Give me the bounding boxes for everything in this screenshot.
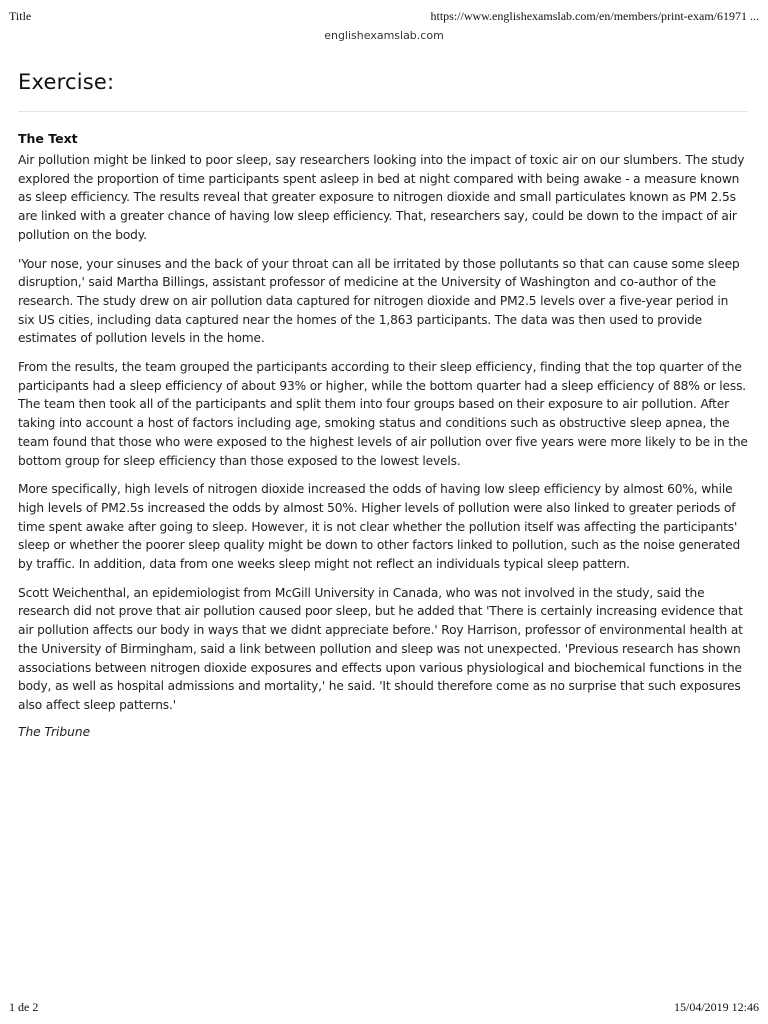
print-header-url: https://www.englishexamslab.com/en/members/print-exam/61971 ... <box>430 9 759 23</box>
site-name: englishexamslab.com <box>324 29 444 42</box>
print-footer-datetime: 15/04/2019 12:46 <box>673 1000 759 1014</box>
section-heading: The Text <box>18 131 78 146</box>
print-footer-page-number: 1 de 2 <box>9 1000 39 1014</box>
source-attribution: The Tribune <box>18 724 91 739</box>
title-divider <box>18 111 748 112</box>
print-header-title: Title <box>9 9 32 23</box>
main-content <box>18 70 748 739</box>
text-paragraph: From the results, the team grouped the participants according to their sleep efficiency, finding that the top quarter of the participants had a sleep efficiency of about 93% or higher, while the bottom quarter had a sleep efficiency of 88% or less. The team then took all of the participants and split them into four groups based on their exposure to air pollution. After taking into account a host of factors including age, smoking status and conditions such as obstructive sleep apnea, the team found that those who were exposed to the highest levels of air pollution over five years were more likely to be in the bottom group for sleep efficiency than those exposed to the lowest levels. <box>18 360 748 468</box>
text-paragraph: Scott Weichenthal, an epidemiologist from McGill University in Canada, who was not involved in the study, said the research did not prove that air pollution caused poor sleep, but he added that 'There is certainly increasing evidence that air pollution affects our body in ways that we didnt appreciate before.' Roy Harrison, professor of environmental health at the University of Birmingham, said a link between pollution and sleep was not unexpected. 'Previous research has shown associations between nitrogen dioxide exposures and effects upon various physiological and biochemical functions in the body, as well as hospital admissions and mortality,' he said. 'It should therefore come as no surprise that such exposures also affect sleep patterns.' <box>18 585 743 712</box>
text-paragraph: More specifically, high levels of nitrogen dioxide increased the odds of having low sleep efficiency by almost 60%, while high levels of PM2.5s increased the odds by almost 50%. Higher levels of pollution were also linked to greater periods of time spent awake after going to sleep. However, it is not clear whether the pollution itself was affecting the participants' sleep or whether the poorer sleep quality might be down to other factors linked to pollution, such as the noise generated by traffic. In addition, data from one weeks sleep might not reflect an individuals typical sleep pattern. <box>18 482 741 572</box>
page-title: Exercise: <box>18 70 115 94</box>
text-paragraph: 'Your nose, your sinuses and the back of your throat can all be irritated by those pollutants so that can cause some sleep disruption,' said Martha Billings, assistant professor of medicine at the University of Washington and co-author of the research. The study drew on air pollution data captured for nitrogen dioxide and PM2.5 levels over a five-year period in six US cities, including data captured near the homes of the 1,863 participants. The data was then used to provide estimates of pollution levels in the home. <box>18 256 740 346</box>
text-paragraph: Air pollution might be linked to poor sleep, say researchers looking into the impact of toxic air on our slumbers. The study explored the proportion of time participants spent asleep in bed at night compared with being awake - a measure known as sleep efficiency. The results reveal that greater exposure to nitrogen dioxide and small particulates known as PM 2.5s are linked with a greater chance of having low sleep efficiency. That, researchers say, could be down to the impact of air pollution on the body. <box>18 153 745 242</box>
